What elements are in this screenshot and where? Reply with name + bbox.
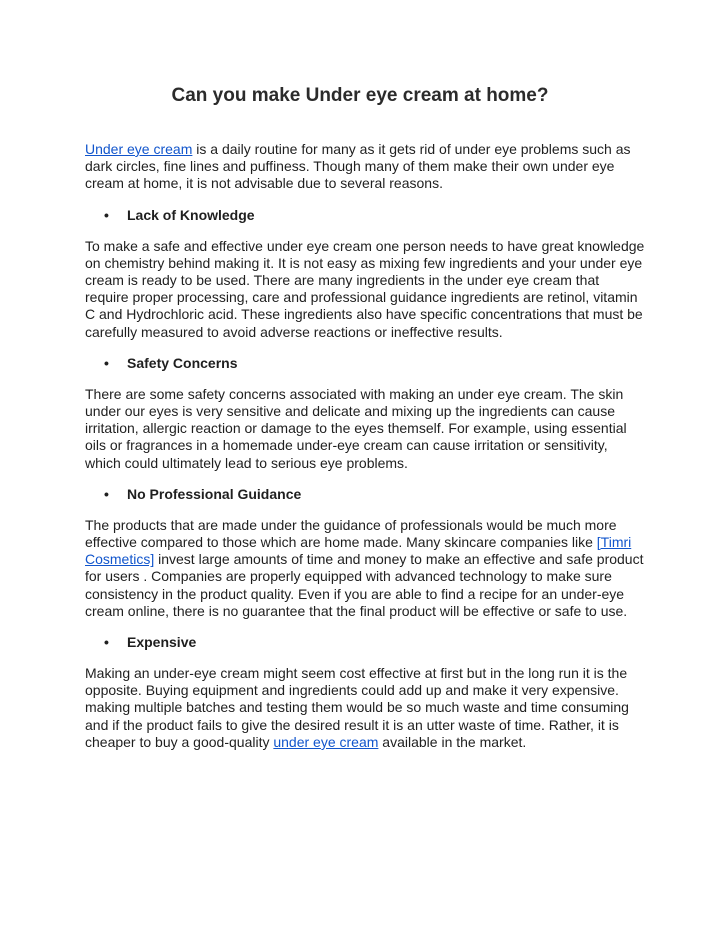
section-paragraph-expensive [85, 665, 645, 751]
bullet-icon: • [104, 354, 109, 371]
section-paragraph-lack-of-knowledge: To make a safe and effective under eye cream one person needs to have great knowledge on chemistry behind making it. It is not easy as mixing few ingredients and your under eye cream is ready to be used. There are many ingredients in the under eye cream that require proper processing, care and professional guidance ingredients are retinol, vitamin C and Hydrochloric acid. These ingredients also have specific concentrations that must be carefully measured to avoid adverse reactions or ineffective results. [85, 237, 645, 340]
under-eye-cream-link-2[interactable]: under eye cream [273, 733, 379, 750]
heading-text: Safety Concerns [127, 354, 238, 371]
intro-paragraph [85, 141, 645, 193]
bullet-icon: • [104, 485, 109, 502]
paragraph-text-before: Making an under-eye cream might seem cost effective at first but in the long run it is the opposite. Buying equipment and ingredients could add up and make it very expensive. making multiple batches and testing them would be so much waste and time consuming and if the product fails to give the desired result it is an utter waste of time. Rather, it is cheaper to buy a good-quality [85, 665, 629, 750]
paragraph-text-after: available in the market. [378, 733, 527, 750]
under-eye-cream-link-1[interactable]: Under eye cream [85, 141, 193, 157]
heading-text: Lack of Knowledge [127, 206, 255, 223]
bullet-icon: • [104, 206, 109, 223]
bullet-icon: • [104, 634, 109, 651]
section-heading-safety-concerns [85, 355, 645, 372]
section-paragraph-no-professional-guidance [85, 517, 645, 620]
section-paragraph-safety-concerns: There are some safety concerns associated with making an under eye cream. The skin under our eyes is very sensitive and delicate and mixing up the ingredients can cause irritation, allergic reaction or damage to the eyes themself. For example, using essential oils or fragrances in a homemade under-eye cream can cause irritation or sensitivity, which could ultimately lead to serious eye problems. [85, 385, 627, 471]
document-body [85, 141, 645, 751]
heading-text: Expensive [127, 634, 197, 651]
paragraph-text-before: The products that are made under the guidance of professionals would be much more effective compared to those which are home made. Many skincare companies like [85, 516, 617, 551]
section-heading-lack-of-knowledge [85, 207, 645, 224]
timri-cosmetics-link[interactable]: [Timri Cosmetics] [85, 534, 632, 568]
paragraph-text-after: invest large amounts of time and money to make an effective and safe product for users . Companies are properly equipped with advanced technology to make sure consistency in the product quality. Even if you are able to find a recipe for an under-eye cream online, there is no guarantee that the final product will be effective or safe to use. [85, 551, 644, 619]
section-heading-expensive [85, 634, 645, 651]
page-title: Can you make Under eye cream at home? [171, 85, 549, 106]
intro-text: is a daily routine for many as it gets rid of under eye problems such as dark circles, fine lines and puffiness. Though many of them make their own under eye cream at home, it is not advisable due to several reasons. [85, 141, 631, 192]
section-heading-no-professional-guidance [85, 486, 645, 503]
heading-text: No Professional Guidance [127, 485, 302, 502]
